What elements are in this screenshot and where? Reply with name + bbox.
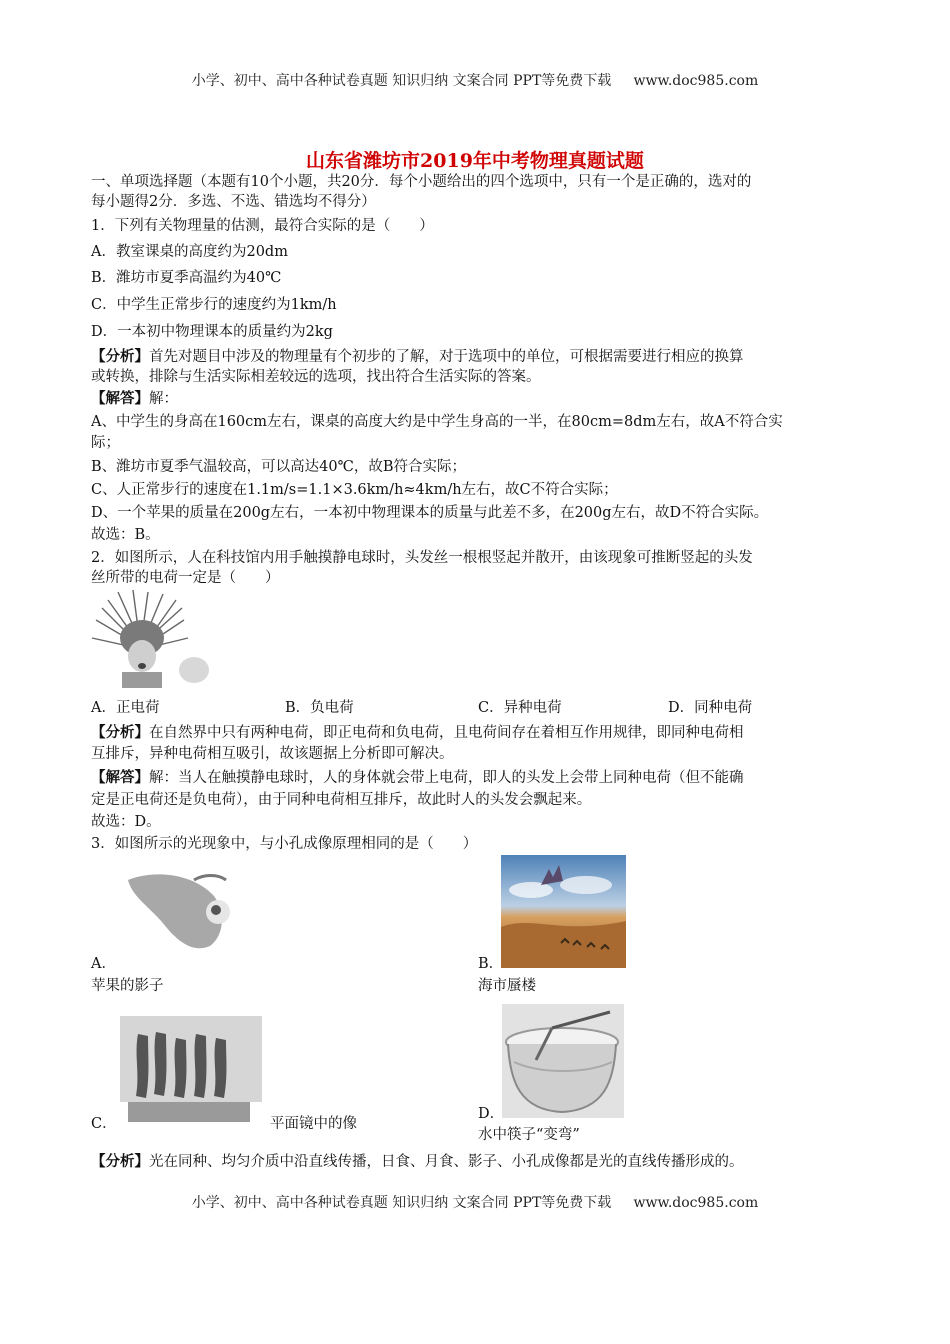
- analysis-text: 光在同种、均匀介质中沿直线传播，日食、月食、影子、小孔成像都是光的直线传播形成的。: [149, 1154, 744, 1170]
- q2-stem-line2: 丝所带的电荷一定是（ ）: [91, 570, 280, 586]
- q2-choice: 故选：D。: [91, 814, 161, 830]
- mirror-image: [118, 1014, 266, 1126]
- q2-option-d: D．同种电荷: [668, 700, 753, 716]
- footer-url[interactable]: www.doc985.com: [633, 1195, 759, 1211]
- q2-option-a: A．正电荷: [91, 700, 160, 716]
- q1-answer-head: [91, 389, 178, 409]
- page-header: [0, 70, 950, 90]
- apple-shadow-image: [122, 866, 247, 951]
- q3-option-a-caption: 苹果的影子: [91, 978, 164, 994]
- answer-label: 【解答】: [91, 390, 149, 407]
- section-intro-line1: 一、单项选择题（本题有10个小题，共20分．每个小题给出的四个选项中，只有一个是正确的，选对的: [91, 174, 752, 190]
- answer-text: 解：当人在触摸静电球时，人的身体就会带上电荷，即人的头发上会带上同种电荷（但不能确: [149, 770, 744, 786]
- q3-option-c-caption: 平面镜中的像: [270, 1116, 357, 1132]
- chopstick-water-image: [500, 1002, 626, 1120]
- q3-option-c-letter: C．: [91, 1116, 117, 1132]
- page-footer: [0, 1192, 950, 1212]
- q3-option-b-letter: B．: [478, 956, 504, 972]
- q2-answer-line2: 定是正电荷还是负电荷），由于同种电荷相互排斥，故此时人的头发会飘起来。: [91, 792, 592, 808]
- q1-answer-line: B、潍坊市夏季气温较高，可以高达40℃，故B符合实际；: [91, 459, 466, 475]
- mirage-image: [501, 855, 626, 968]
- q1-option-a: A．教室课桌的高度约为20dm: [91, 244, 288, 260]
- q1-analysis-line1: [91, 347, 744, 367]
- q2-option-c: C．异种电荷: [478, 700, 562, 716]
- q1-answer-line: A、中学生的身高在160cm左右，课桌的高度大约是中学生身高的一半，在80cm=8dm左右，故A不符合实: [91, 414, 783, 430]
- analysis-label: 【分析】: [91, 724, 149, 741]
- q1-option-c: C．中学生正常步行的速度约为1km/h: [91, 297, 337, 313]
- q3-option-d-caption: 水中筷子“变弯”: [478, 1127, 580, 1143]
- q1-answer-line: C、人正常步行的速度在1.1m/s=1.1×3.6km/h≈4km/h左右，故C不符合实际；: [91, 482, 618, 498]
- page-title: 山东省潍坊市2019年中考物理真题试题: [306, 150, 644, 172]
- analysis-label: 【分析】: [91, 1153, 149, 1170]
- answer-label: 【解答】: [91, 769, 149, 786]
- q3-option-d-letter: D．: [478, 1106, 505, 1122]
- header-url[interactable]: www.doc985.com: [633, 73, 759, 89]
- q1-answer-line: 际；: [91, 435, 120, 451]
- q1-answer-line: D、一个苹果的质量在200g左右，一本初中物理课本的质量与此差不多，在200g左右，故D不符合实际。: [91, 505, 769, 521]
- q1-stem: 1．下列有关物理量的估测，最符合实际的是（ ）: [91, 218, 434, 234]
- answer-head-text: 解：: [149, 391, 178, 407]
- q1-option-b: B．潍坊市夏季高温约为40℃: [91, 270, 282, 286]
- header-text: 小学、初中、高中各种试卷真题 知识归纳 文案合同 PPT等免费下载: [191, 73, 612, 89]
- q2-answer-line1: [91, 768, 744, 788]
- q3-stem: 3．如图所示的光现象中，与小孔成像原理相同的是（ ）: [91, 836, 478, 852]
- q2-stem-line1: 2．如图所示，人在科技馆内用手触摸静电球时，头发丝一根根竖起并散开，由该现象可推断竖起的头发: [91, 550, 753, 566]
- static-hair-photo: [88, 590, 213, 688]
- analysis-text: 首先对题目中涉及的物理量有个初步的了解，对于选项中的单位，可根据需要进行相应的换算: [149, 349, 744, 365]
- q3-option-a-letter: A．: [91, 956, 116, 972]
- q1-analysis-line2: 或转换，排除与生活实际相差较远的选项，找出符合生活实际的答案。: [91, 369, 541, 385]
- q2-analysis-line1: [91, 723, 744, 743]
- q1-option-d: D．一本初中物理课本的质量约为2kg: [91, 324, 333, 340]
- section-intro-line2: 每小题得2分．多选、不选、错选均不得分）: [91, 194, 376, 210]
- q3-option-b-caption: 海市蜃楼: [478, 978, 536, 994]
- analysis-text: 在自然界中只有两种电荷，即正电荷和负电荷，且电荷间存在着相互作用规律，即同种电荷相: [149, 725, 744, 741]
- footer-text: 小学、初中、高中各种试卷真题 知识归纳 文案合同 PPT等免费下载: [191, 1195, 612, 1211]
- analysis-label: 【分析】: [91, 348, 149, 365]
- q2-option-b: B．负电荷: [285, 700, 354, 716]
- q1-answer-line: 故选：B。: [91, 527, 160, 543]
- q2-analysis-line2: 互排斥，异种电荷相互吸引，故该题据上分析即可解决。: [91, 746, 454, 762]
- q3-analysis: [91, 1152, 744, 1172]
